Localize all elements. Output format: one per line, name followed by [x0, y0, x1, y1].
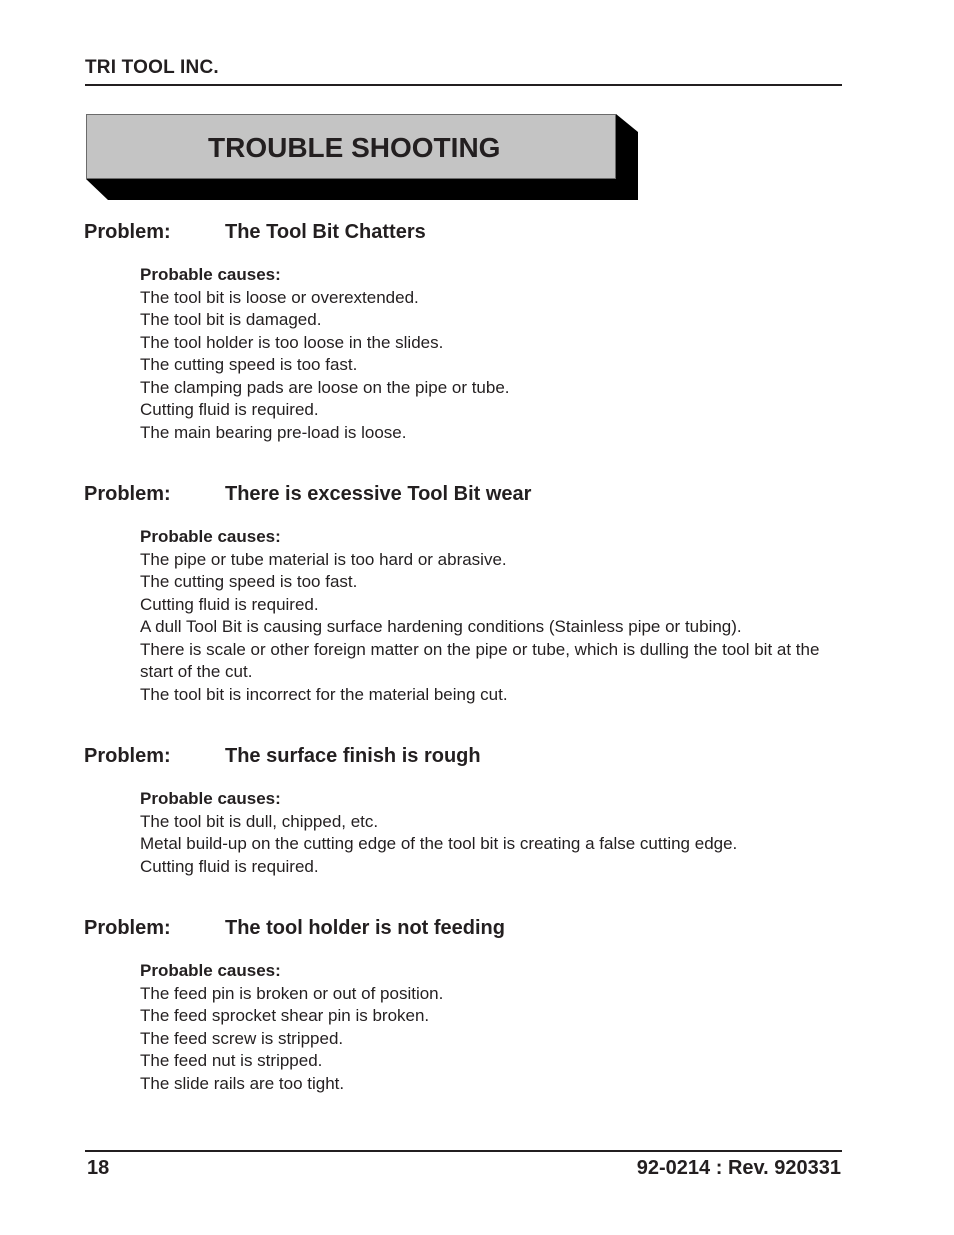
problem-heading [84, 917, 844, 943]
cause-item: The tool bit is incorrect for the material being cut. [140, 684, 508, 704]
cause-item: The tool holder is too loose in the slides. [140, 332, 444, 352]
problem-label: Problem: [84, 483, 171, 505]
cause-item: The tool bit is loose or overextended. [140, 287, 419, 307]
causes-list [140, 526, 844, 706]
causes-list [140, 788, 844, 878]
problem-title: The Tool Bit Chatters [225, 221, 426, 243]
footer-divider [85, 1150, 842, 1152]
problem-section [84, 917, 844, 1095]
problem-label: Problem: [84, 917, 171, 939]
title-banner [86, 114, 638, 200]
causes-label: Probable causes: [140, 961, 281, 980]
page-number: 18 [87, 1157, 110, 1179]
cause-item: The cutting speed is too fast. [140, 572, 358, 591]
causes-list [140, 960, 844, 1095]
problem-section [84, 221, 844, 444]
problem-section [84, 745, 844, 878]
cause-item: Metal build-up on the cutting edge of the tool bit is creating a false cutting edge. [140, 834, 738, 853]
problem-label: Problem: [84, 221, 171, 243]
cause-item: The tool bit is damaged. [140, 310, 322, 329]
problem-title: There is excessive Tool Bit wear [225, 483, 532, 505]
cause-item: There is scale or other foreign matter on the pipe or tube, which is dulling the tool bit at the start of the cut. [140, 639, 820, 681]
company-name: TRI TOOL INC. [85, 57, 219, 78]
page-title: TROUBLE SHOOTING [208, 132, 501, 163]
cause-item: The cutting speed is too fast. [140, 355, 358, 374]
cause-item: A dull Tool Bit is causing surface hardening conditions (Stainless pipe or tubing). [140, 617, 742, 636]
cause-item: The feed pin is broken or out of position. [140, 983, 444, 1003]
cause-item: The feed sprocket shear pin is broken. [140, 1006, 430, 1025]
problem-heading [84, 221, 844, 247]
problem-title: The tool holder is not feeding [225, 917, 505, 939]
cause-item: The tool bit is dull, chipped, etc. [140, 811, 379, 831]
problem-label: Problem: [84, 745, 171, 767]
cause-item: The pipe or tube material is too hard or abrasive. [140, 549, 507, 569]
causes-list [140, 264, 844, 444]
causes-label: Probable causes: [140, 789, 281, 808]
problem-heading [84, 483, 844, 509]
cause-item: The main bearing pre-load is loose. [140, 422, 407, 442]
problem-title: The surface finish is rough [225, 745, 481, 767]
title-box [86, 114, 616, 179]
problem-section [84, 483, 844, 706]
causes-label: Probable causes: [140, 527, 281, 546]
cause-item: The feed screw is stripped. [140, 1028, 344, 1048]
problem-heading [84, 745, 844, 771]
header-divider [85, 84, 842, 86]
cause-item: The clamping pads are loose on the pipe or tube. [140, 377, 510, 397]
cause-item: The slide rails are too tight. [140, 1073, 345, 1093]
causes-label: Probable causes: [140, 265, 281, 284]
cause-item: Cutting fluid is required. [140, 594, 319, 614]
cause-item: The feed nut is stripped. [140, 1051, 323, 1070]
cause-item: Cutting fluid is required. [140, 400, 319, 419]
cause-item: Cutting fluid is required. [140, 856, 319, 876]
document-revision: 92-0214 : Rev. 920331 [636, 1157, 841, 1179]
